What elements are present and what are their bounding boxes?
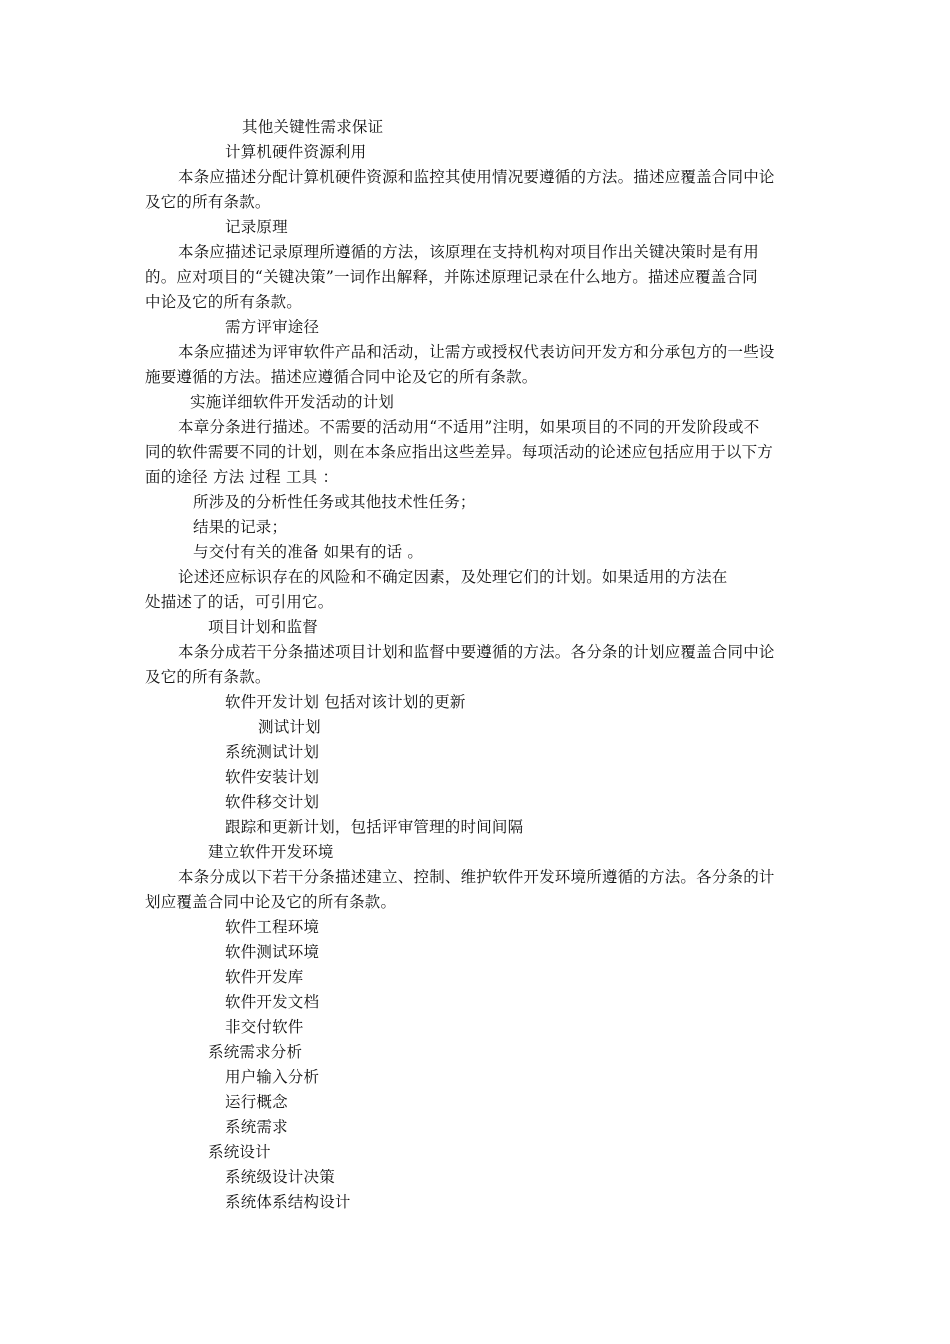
list-item: 软件开发计划 包括对该计划的更新 xyxy=(225,693,466,711)
heading-dev-environment: 建立软件开发环境 xyxy=(208,843,334,861)
list-item: 软件工程环境 xyxy=(225,918,320,936)
paragraph-line: 本章分条进行描述。不需要的活动用“不适用”注明，如果项目的不同的开发阶段或不 xyxy=(178,418,760,436)
paragraph-line: 本条应描述为评审软件产品和活动，让需方或授权代表访问开发方和分承包方的一些设 xyxy=(178,343,775,361)
heading-project-planning: 项目计划和监督 xyxy=(208,618,318,636)
paragraph-line: 划应覆盖合同中论及它的所有条款。 xyxy=(145,893,397,911)
list-item: 软件移交计划 xyxy=(225,793,320,811)
paragraph-line: 论述还应标识存在的风险和不确定因素，及处理它们的计划。如果适用的方法在 xyxy=(178,568,728,586)
list-item: 测试计划 xyxy=(258,718,321,736)
paragraph-line: 中论及它的所有条款。 xyxy=(145,293,303,311)
heading-system-requirements-analysis: 系统需求分析 xyxy=(208,1043,303,1061)
heading-record-rationale: 记录原理 xyxy=(225,218,288,236)
list-item: 跟踪和更新计划，包括评审管理的时间间隔 xyxy=(225,818,524,836)
list-item: 系统级设计决策 xyxy=(225,1168,335,1186)
list-item: 运行概念 xyxy=(225,1093,288,1111)
heading-other-key-requirements: 其他关键性需求保证 xyxy=(242,118,384,136)
heading-acquirer-review: 需方评审途径 xyxy=(225,318,320,336)
heading-detailed-activities: 实施详细软件开发活动的计划 xyxy=(190,393,395,411)
list-item: 所涉及的分析性任务或其他技术性任务； xyxy=(193,493,476,511)
heading-hardware-resources: 计算机硬件资源利用 xyxy=(225,143,367,161)
list-item: 软件测试环境 xyxy=(225,943,320,961)
list-item: 软件安装计划 xyxy=(225,768,320,786)
paragraph-line: 施要遵循的方法。描述应遵循合同中论及它的所有条款。 xyxy=(145,368,538,386)
list-item: 非交付软件 xyxy=(225,1018,304,1036)
heading-system-design: 系统设计 xyxy=(208,1143,271,1161)
list-item: 软件开发文档 xyxy=(225,993,320,1011)
list-item: 系统测试计划 xyxy=(225,743,320,761)
paragraph-line: 及它的所有条款。 xyxy=(145,668,271,686)
list-item: 软件开发库 xyxy=(225,968,304,986)
list-item: 系统体系结构设计 xyxy=(225,1193,351,1211)
paragraph-line: 的。应对项目的“关键决策”一词作出解释，并陈述原理记录在什么地方。描述应覆盖合同 xyxy=(145,268,758,286)
list-item: 结果的记录； xyxy=(193,518,288,536)
paragraph-line: 面的途径 方法 过程 工具 ： xyxy=(145,468,339,486)
list-item: 系统需求 xyxy=(225,1118,288,1136)
list-item: 用户输入分析 xyxy=(225,1068,320,1086)
paragraph-line: 处描述了的话，可引用它。 xyxy=(145,593,334,611)
paragraph-line: 本条应描述分配计算机硬件资源和监控其使用情况要遵循的方法。描述应覆盖合同中论 xyxy=(178,168,775,186)
paragraph-line: 本条分成以下若干分条描述建立、控制、维护软件开发环境所遵循的方法。各分条的计 xyxy=(178,868,775,886)
paragraph-line: 本条应描述记录原理所遵循的方法，该原理在支持机构对项目作出关键决策时是有用 xyxy=(178,243,759,261)
paragraph-line: 本条分成若干分条描述项目计划和监督中要遵循的方法。各分条的计划应覆盖合同中论 xyxy=(178,643,775,661)
list-item: 与交付有关的准备 如果有的话 。 xyxy=(193,543,424,561)
paragraph-line: 及它的所有条款。 xyxy=(145,193,271,211)
paragraph-line: 同的软件需要不同的计划，则在本条应指出这些差异。每项活动的论述应包括应用于以下方 xyxy=(145,443,774,461)
